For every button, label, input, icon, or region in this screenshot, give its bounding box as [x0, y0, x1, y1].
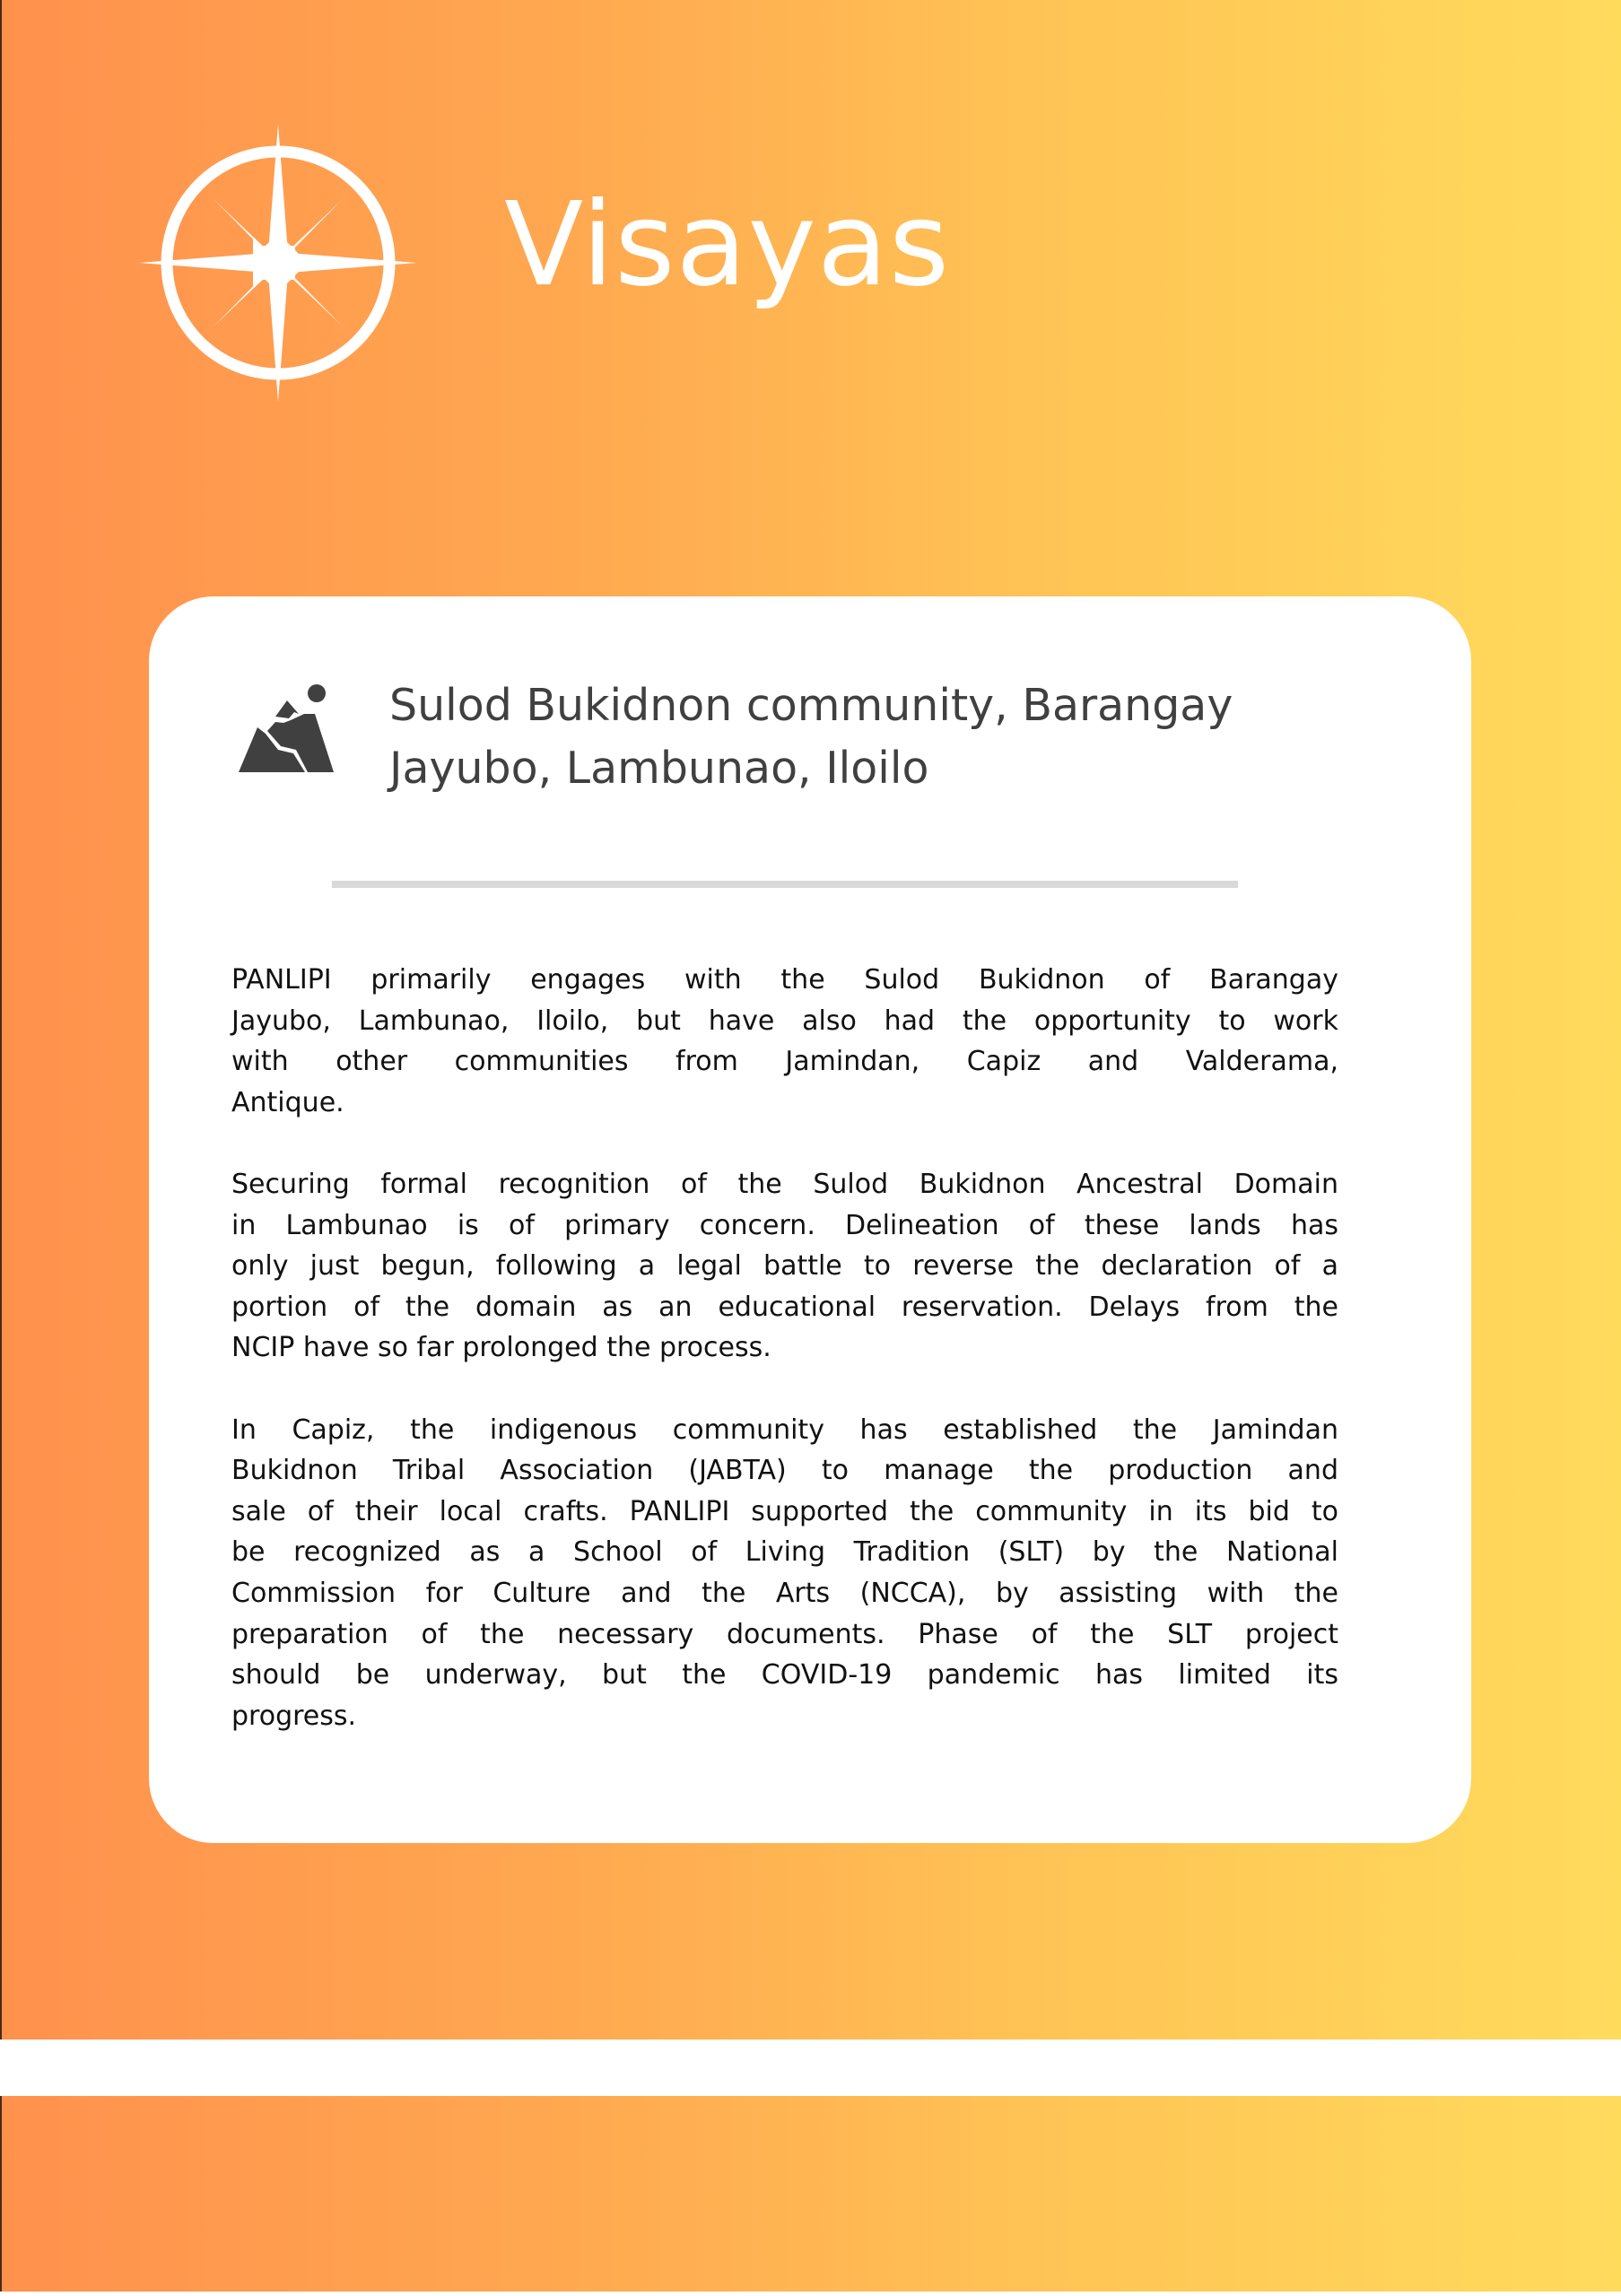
text-line: portion of the domain as an educational reservation. Delays from the: [231, 1291, 1338, 1323]
text-line: should be underway, but the COVID-19 pandemic has limited its: [231, 1659, 1338, 1692]
body-text: [231, 960, 1338, 1778]
mountain-icon: [229, 673, 345, 780]
location-heading-line: Sulod Bukidnon community, Barangay: [389, 680, 1233, 731]
text-line: preparation of the necessary documents. Phase of the SLT project: [231, 1618, 1338, 1650]
text-line: with other communities from Jamindan, Capiz and Valderama,: [231, 1046, 1338, 1078]
heading-divider: [332, 881, 1238, 888]
text-line: progress.: [231, 1700, 357, 1732]
text-line: be recognized as a School of Living Tradition (SLT) by the National: [231, 1536, 1338, 1569]
text-line: Securing formal recognition of the Sulod Bukidnon Ancestral Domain: [231, 1168, 1338, 1200]
text-line: sale of their local crafts. PANLIPI supported the community in its bid to: [231, 1495, 1338, 1527]
paragraph-capiz: [231, 1410, 1338, 1737]
text-line: In Capiz, the indigenous community has established the Jamindan: [231, 1413, 1338, 1446]
text-line: Commission for Culture and the Arts (NCCA), by assisting with the: [231, 1577, 1338, 1609]
page-title: Visayas: [504, 178, 951, 312]
location-heading: [389, 674, 1322, 800]
paragraph-overview: [231, 960, 1338, 1123]
text-line: Bukidnon Tribal Association (JABTA) to manage the production and: [231, 1455, 1338, 1487]
location-heading-line: Jayubo, Lambunao, Iloilo: [389, 743, 929, 794]
text-line: PANLIPI primarily engages with the Sulod Bukidnon of Barangay: [231, 964, 1338, 996]
text-line: NCIP have so far prolonged the process.: [231, 1332, 771, 1364]
page-left-edge-gap: [0, 2039, 2, 2096]
text-line: Jayubo, Lambunao, Iloilo, but have also had the opportunity to work: [231, 1004, 1338, 1037]
compass-rose-icon: [139, 124, 417, 402]
gradient-footer-band: [0, 2096, 1621, 2292]
page-left-edge: [0, 0, 2, 2292]
text-line: in Lambunao is of primary concern. Delineation of these lands has: [231, 1209, 1338, 1241]
text-line: Antique.: [231, 1086, 344, 1118]
text-line: only just begun, following a legal battle to reverse the declaration of a: [231, 1250, 1338, 1283]
paragraph-ancestral-domain: [231, 1164, 1338, 1369]
